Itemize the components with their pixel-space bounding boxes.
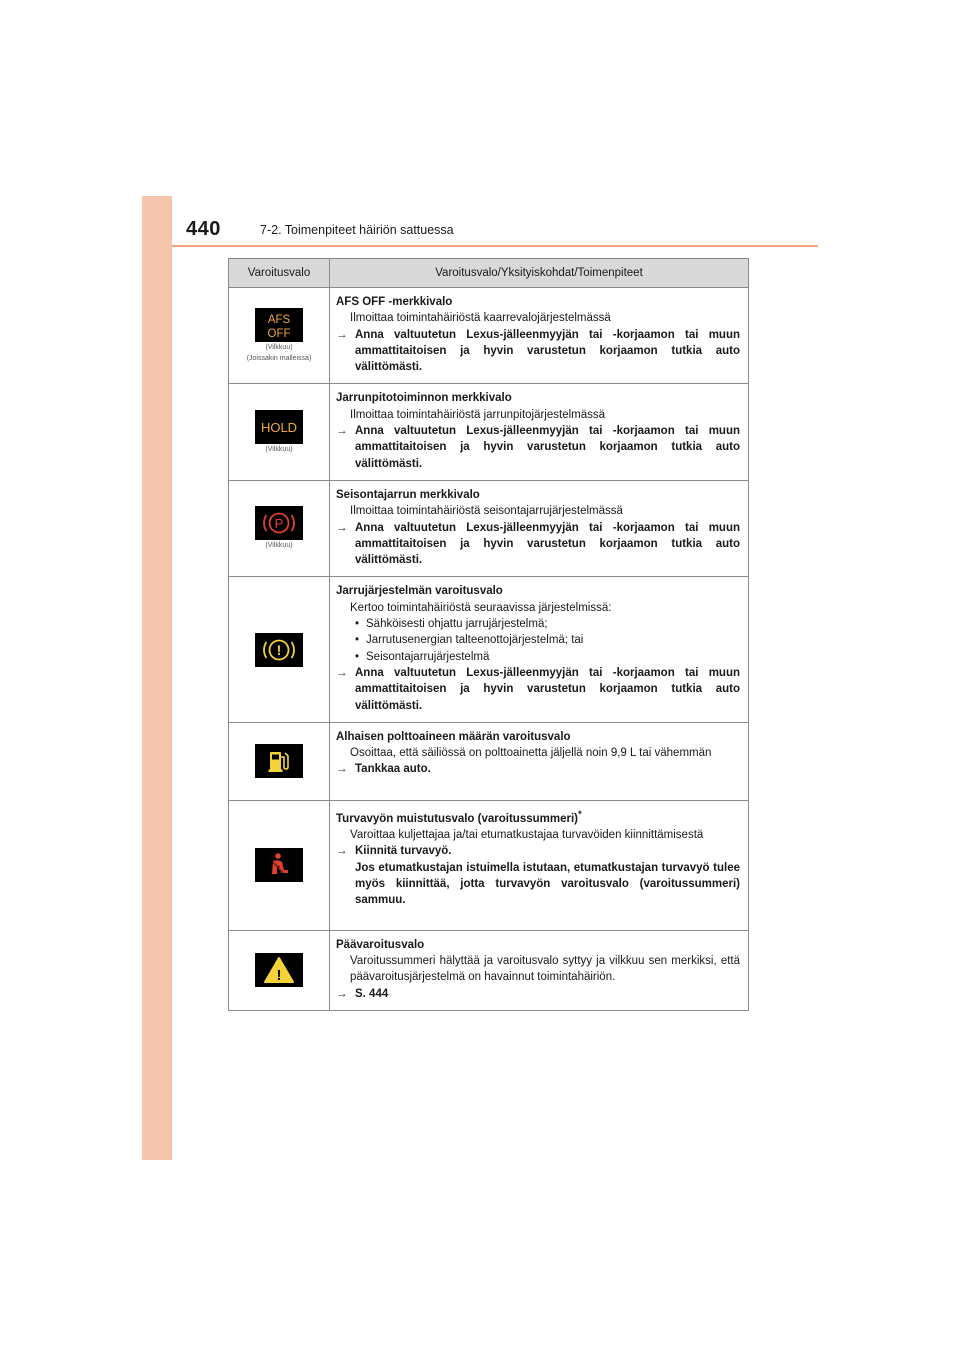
item-action: → Anna valtuutetun Lexus-jälleenmyyjän tai -korjaamon tai muun ammattitaitoisen ja hyvin varustetun korjaamon tutkia auto välittömästi. <box>336 666 740 712</box>
icon-cell <box>229 800 330 930</box>
page-number: 440 <box>186 218 221 240</box>
footnote-mark: * <box>577 808 582 820</box>
brake-system-warning-icon <box>255 633 303 667</box>
item-action: → Anna valtuutetun Lexus-jälleenmyyjän tai -korjaamon tai muun ammattitaitoisen ja hyvin varustetun korjaamon tutkia auto välittömästi. <box>336 328 740 374</box>
low-fuel-icon <box>255 744 303 778</box>
item-description: Ilmoittaa toimintahäiriöstä jarrunpitojärjestelmässä <box>350 408 606 421</box>
details-cell <box>330 384 749 480</box>
arrow-icon: → <box>336 521 348 534</box>
svg-text:!: ! <box>276 641 282 658</box>
icon-note: (Vilkkuu) <box>265 344 293 352</box>
arrow-icon: → <box>336 763 348 776</box>
svg-text:AFS: AFS <box>267 314 291 327</box>
item-action: → Anna valtuutetun Lexus-jälleenmyyjän tai -korjaamon tai muun ammattitaitoisen ja hyvin varustetun korjaamon tutkia auto välittömästi. <box>336 425 740 470</box>
item-description: Osoittaa, että säiliössä on polttoainetta jäljellä noin 9,9 L tai vähemmän <box>350 747 712 760</box>
table-row <box>229 800 749 930</box>
item-title: AFS OFF -merkkivalo <box>336 296 453 308</box>
item-action: → Kiinnitä turvavyö. <box>336 843 740 859</box>
details-cell <box>330 480 749 576</box>
item-title: Jarrunpitotoiminnon merkkivalo <box>336 392 512 405</box>
hold-indicator-icon <box>255 410 303 444</box>
table-row <box>229 722 749 800</box>
item-action: → Anna valtuutetun Lexus-jälleenmyyjän tai -korjaamon tai muun ammattitaitoisen ja hyvin varustetun korjaamon tutkia auto välittömästi. <box>336 521 740 567</box>
svg-text:!: ! <box>276 967 282 985</box>
svg-text:OFF: OFF <box>267 328 291 341</box>
arrow-icon: → <box>336 666 348 679</box>
parking-brake-icon <box>255 506 303 540</box>
item-title: Jarrujärjestelmän varoitusvalo <box>336 585 503 598</box>
warning-light-table <box>228 258 749 1011</box>
arrow-icon: → <box>336 987 348 1000</box>
column-header-details: Varoitusvalo/Yksityiskohdat/Toimenpiteet <box>330 259 749 288</box>
side-color-band <box>142 196 172 1160</box>
details-cell <box>330 577 749 722</box>
afs-off-indicator-icon <box>255 308 303 342</box>
item-title: Päävaroitusvalo <box>336 938 425 951</box>
details-cell <box>330 800 749 930</box>
header-rule <box>172 245 818 247</box>
table-row <box>229 930 749 1010</box>
svg-text:P: P <box>274 516 284 532</box>
icon-cell <box>229 384 330 480</box>
item-description: Kertoo toimintahäiriöstä seuraavissa järjestelmissä: <box>350 601 612 614</box>
table-row <box>229 384 749 480</box>
list-item: • Sähköisesti ohjattu jarrujärjestelmä; <box>355 618 548 631</box>
seatbelt-reminder-icon <box>255 848 303 882</box>
item-description: Ilmoittaa toimintahäiriöstä kaarrevalojärjestelmässä <box>350 312 611 325</box>
table-header-row <box>229 259 749 288</box>
master-warning-icon <box>255 953 303 987</box>
icon-cell <box>229 480 330 576</box>
table-row <box>229 480 749 576</box>
icon-cell <box>229 930 330 1010</box>
icon-note: (Vilkkuu) <box>265 445 293 453</box>
icon-cell <box>229 288 330 384</box>
page-reference[interactable]: → S. 444 <box>336 986 740 1002</box>
svg-text:HOLD: HOLD <box>260 419 298 435</box>
table-row <box>229 288 749 384</box>
arrow-icon: → <box>336 328 348 341</box>
arrow-icon: → <box>336 845 348 858</box>
column-header-light: Varoitusvalo <box>229 259 330 288</box>
item-title: Turvavyön muistutusvalo (varoitussummeri)* <box>336 808 582 825</box>
item-description: Ilmoittaa toimintahäiriöstä seisontajarrujärjestelmässä <box>350 505 623 518</box>
details-cell <box>330 288 749 384</box>
section-title: 7-2. Toimenpiteet häiriön sattuessa <box>260 223 454 237</box>
details-cell <box>330 722 749 800</box>
icon-note: (Joissakin malleissa) <box>246 354 312 362</box>
item-description: Varoittaa kuljettajaa ja/tai etumatkustajaa turvavöiden kiinnittämisestä <box>350 828 704 841</box>
item-action: → Tankkaa auto. <box>336 761 740 777</box>
arrow-icon: → <box>336 425 348 438</box>
item-action-note: Jos etumatkustajan istuimella istutaan, etumatkustajan turvavyö tulee myös kiinnittää, jotta turvavyön varoitusvalo (varoitussummeri) sammuu. <box>355 861 740 907</box>
icon-cell <box>229 577 330 722</box>
icon-cell <box>229 722 330 800</box>
item-description: Varoitussummeri hälyttää ja varoitusvalo syttyy ja vilkkuu sen merkiksi, että päävaroitusjärjestelmä on havainnut toimintahäiriön. <box>350 955 740 984</box>
item-title: Alhaisen polttoaineen määrän varoitusvalo <box>336 730 571 743</box>
icon-note: (Vilkkuu) <box>265 542 293 550</box>
list-item: • Seisontajarrujärjestelmä <box>355 650 490 663</box>
table-row <box>229 577 749 722</box>
details-cell <box>330 930 749 1010</box>
list-item: • Jarrutusenergian talteenottojärjestelmä; tai <box>355 634 584 647</box>
item-title: Seisontajarrun merkkivalo <box>336 488 480 501</box>
